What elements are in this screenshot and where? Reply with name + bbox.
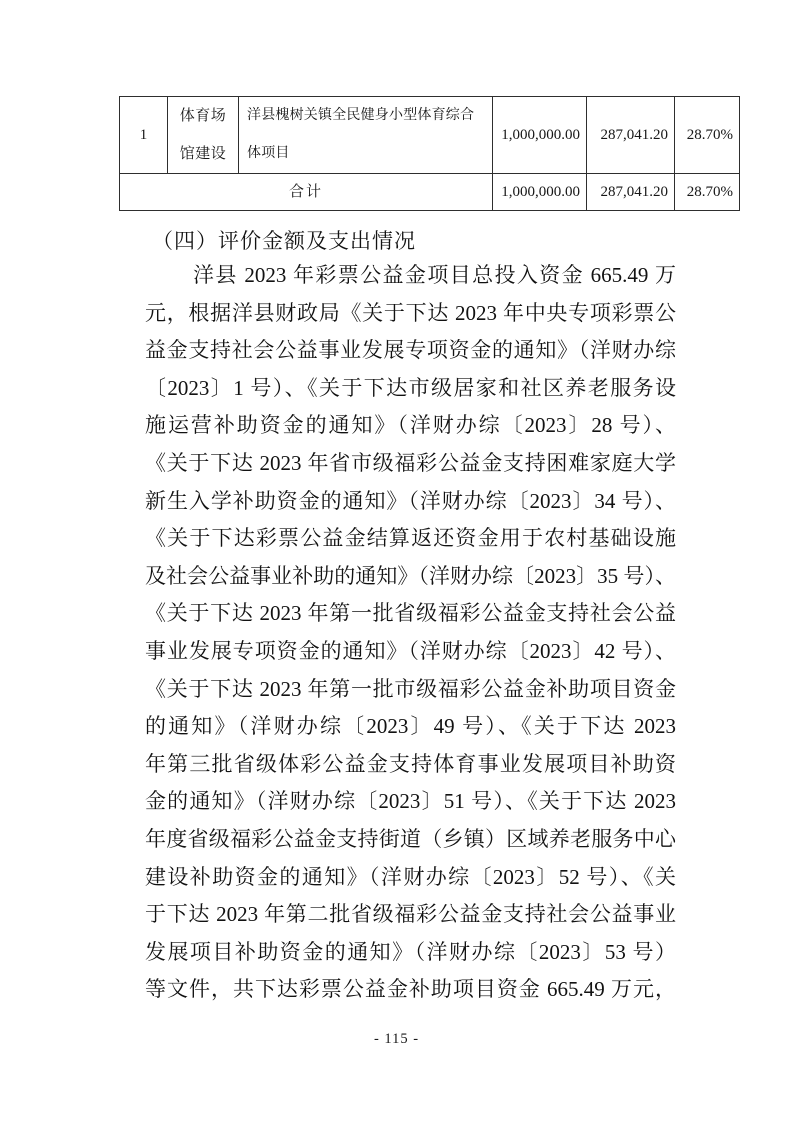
- text-line: 益金支持社会公益事业发展专项资金的通知》（洋财办综: [145, 338, 676, 363]
- project-name-cell: 洋县槐树关镇全民健身小型体育综合体项目: [239, 97, 493, 174]
- text-line: 及社会公益事业补助的通知》（洋财办综〔2023〕35 号）、: [145, 563, 676, 588]
- total-spent-cell: 287,041.20: [587, 174, 675, 211]
- text-line: 《关于下达 2023 年第一批省级福彩公益金支持社会公益: [145, 601, 676, 626]
- total-budget-cell: 1,000,000.00: [493, 174, 587, 211]
- table-row-project: [120, 97, 740, 174]
- body-paragraph: [145, 257, 676, 1009]
- text-line: 年度省级福彩公益金支持街道（乡镇）区域养老服务中心: [145, 826, 676, 851]
- text-line: 元，根据洋县财政局《关于下达 2023 年中央专项彩票公: [145, 300, 676, 325]
- text-line: 金的通知》（洋财办综〔2023〕51 号）、《关于下达 2023: [145, 789, 676, 814]
- text-line: 的通知》（洋财办综〔2023〕49 号）、《关于下达 2023: [145, 714, 676, 739]
- project-rate-cell: 28.70%: [675, 97, 740, 174]
- project-spent-cell: 287,041.20: [587, 97, 675, 174]
- text-line: 发展项目补助资金的通知》（洋财办综〔2023〕53 号）: [145, 939, 676, 964]
- text-line: 年第三批省级体彩公益金支持体育事业发展项目补助资: [145, 751, 676, 776]
- text-line: 《关于下达彩票公益金结算返还资金用于农村基础设施: [145, 526, 676, 551]
- row-index-cell: 1: [120, 97, 168, 174]
- total-label-cell: 合计: [120, 174, 493, 211]
- text-line: 事业发展专项资金的通知》（洋财办综〔2023〕42 号）、: [145, 638, 676, 663]
- table-row-total: [120, 174, 740, 211]
- text-line: 洋县 2023 年彩票公益金项目总投入资金 665.49 万: [193, 263, 676, 287]
- text-line: 《关于下达 2023 年省市级福彩公益金支持困难家庭大学: [145, 450, 676, 475]
- text-line: 等文件，共下达彩票公益金补助项目资金 665.49 万元，: [145, 977, 676, 1002]
- total-rate-cell: 28.70%: [675, 174, 740, 211]
- project-summary-table: [119, 96, 740, 211]
- text-line: 施运营补助资金的通知》（洋财办综〔2023〕28 号）、: [145, 413, 676, 438]
- text-line: 于下达 2023 年第二批省级福彩公益金支持社会公益事业: [145, 902, 676, 927]
- text-line: 《关于下达 2023 年第一批市级福彩公益金补助项目资金: [145, 676, 676, 701]
- project-category-cell: 体育场馆建设: [168, 97, 239, 174]
- text-line: 新生入学补助资金的通知》（洋财办综〔2023〕34 号）、: [145, 488, 676, 513]
- project-budget-cell: 1,000,000.00: [493, 97, 587, 174]
- section-heading: （四）评价金额及支出情况: [152, 229, 416, 253]
- text-line: 建设补助资金的通知》（洋财办综〔2023〕52 号）、《关: [145, 864, 676, 889]
- page-number: - 115 -: [373, 1031, 420, 1047]
- text-line: 〔2023〕1 号）、《关于下达市级居家和社区养老服务设: [145, 375, 676, 400]
